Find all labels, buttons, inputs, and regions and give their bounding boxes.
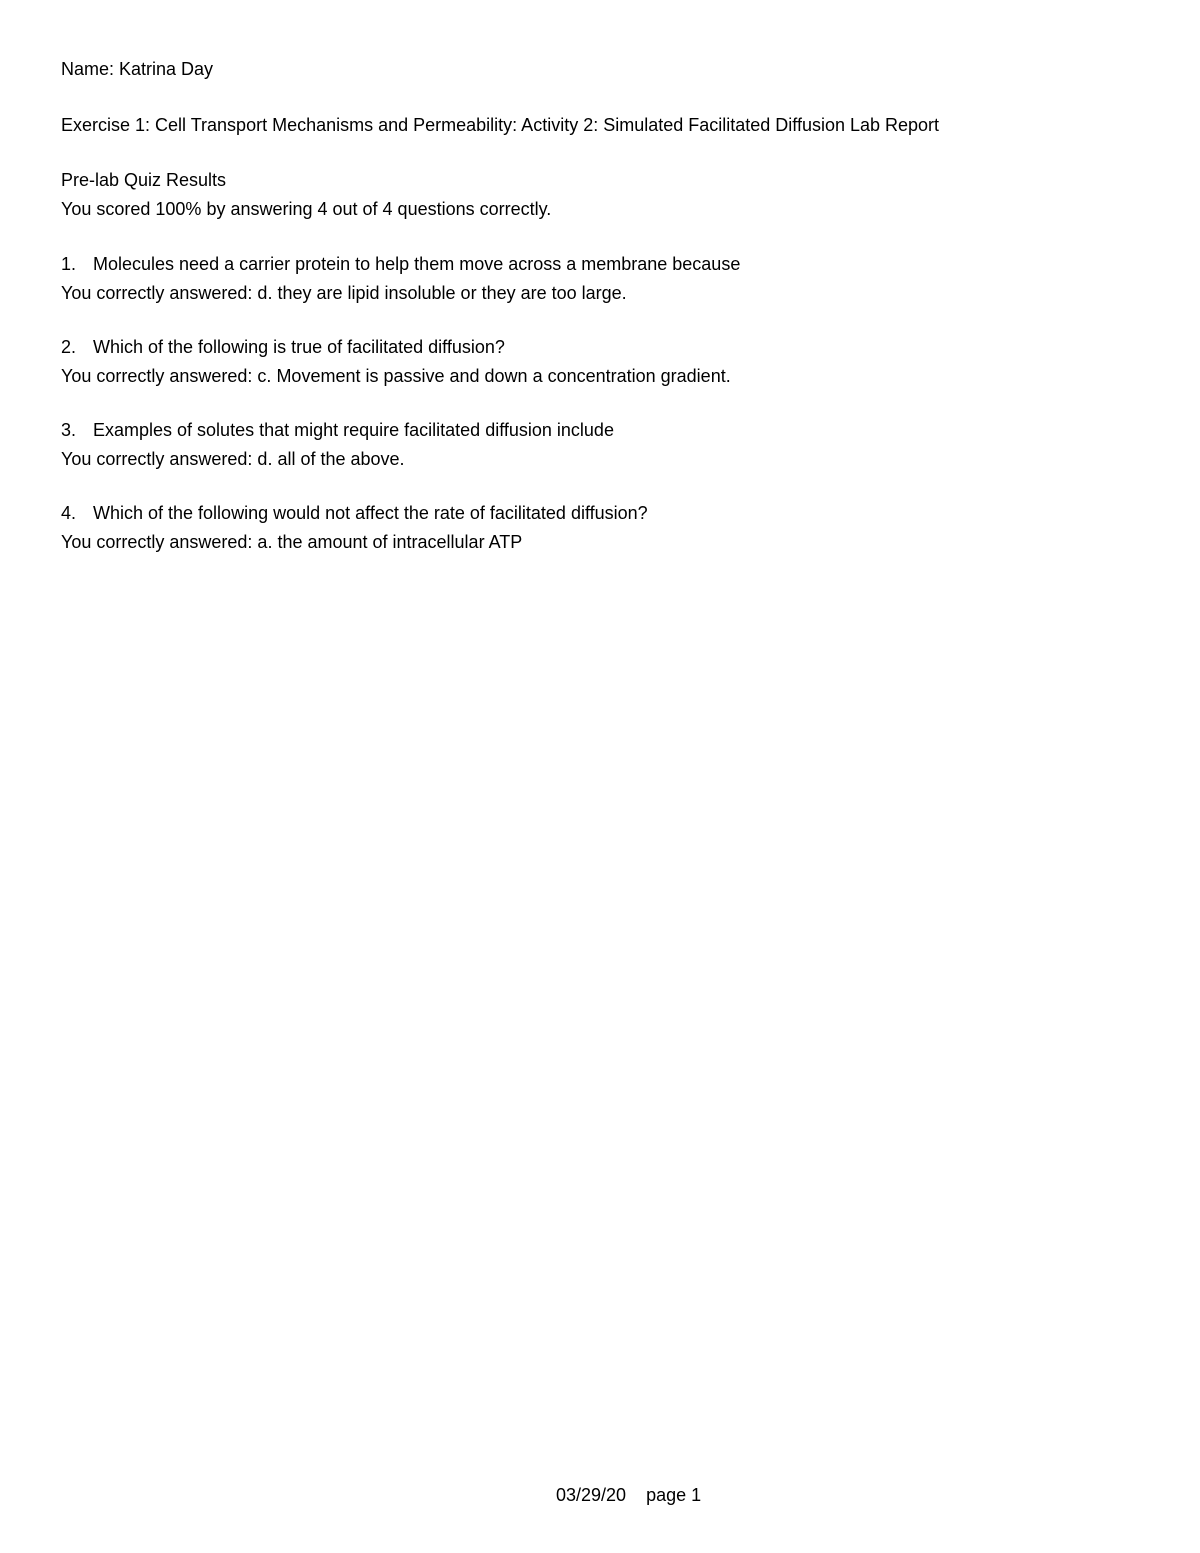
student-name: Name: Katrina Day [61,59,214,79]
question-2 [61,336,505,358]
quiz-heading: Pre-lab Quiz Results [61,170,227,190]
footer-date: 03/29/20 [556,1485,627,1505]
answer-4: You correctly answered: a. the amount of intracellular ATP [61,532,523,552]
question-text: Which of the following would not affect the rate of facilitated diffusion? [93,503,648,523]
quiz-score: You scored 100% by answering 4 out of 4 questions correctly. [61,199,552,219]
question-1 [61,253,740,275]
answer-1: You correctly answered: d. they are lipid insoluble or they are too large. [61,283,627,303]
question-text: Which of the following is true of facilitated diffusion? [93,337,505,357]
question-4 [61,502,648,524]
question-number: 1. [61,254,77,274]
page-footer [556,1484,701,1506]
question-text: Molecules need a carrier protein to help them move across a membrane because [93,254,741,274]
question-3 [61,419,614,441]
question-number: 4. [61,503,77,523]
question-number: 3. [61,420,77,440]
answer-3: You correctly answered: d. all of the above. [61,449,405,469]
question-text: Examples of solutes that might require facilitated diffusion include [93,420,614,440]
page-number: page 1 [646,1485,702,1505]
question-number: 2. [61,337,77,357]
answer-2: You correctly answered: c. Movement is passive and down a concentration gradient. [61,366,731,386]
report-title: Exercise 1: Cell Transport Mechanisms and Permeability: Activity 2: Simulated Facilitated Diffusion Lab Report [61,115,940,135]
